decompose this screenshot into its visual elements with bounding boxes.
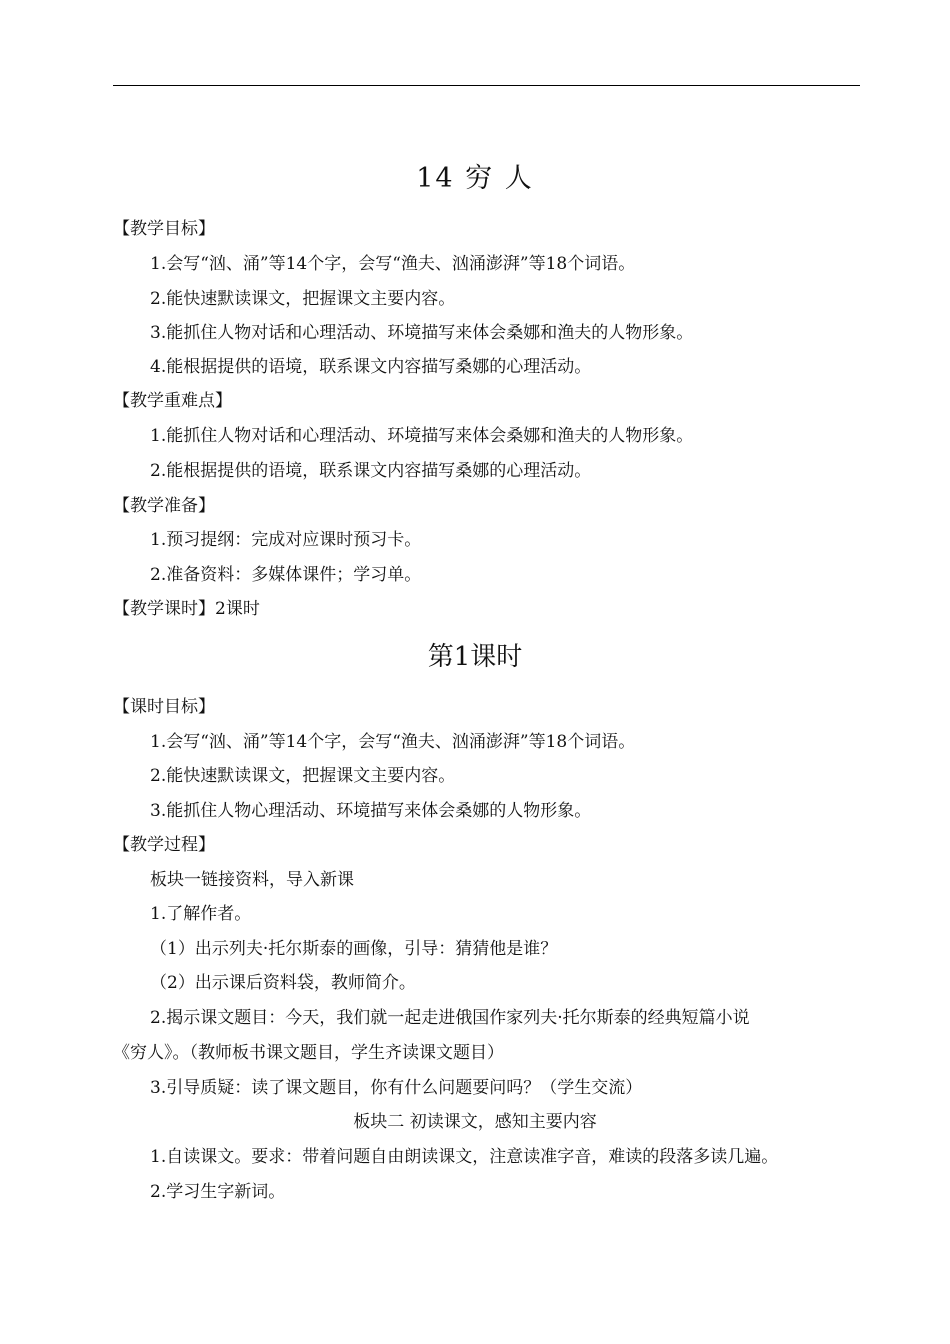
- lesson-objective-item: 3.能抓住人物心理活动、环境描写来体会桑娜的人物形象。: [150, 801, 592, 821]
- lesson-objectives-heading: 【课时目标】: [113, 697, 215, 717]
- prep-item: 1.预习提纲：完成对应课时预习卡。: [150, 530, 422, 550]
- objective-item: 2.能快速默读课文，把握课文主要内容。: [150, 289, 456, 309]
- prep-heading: 【教学准备】: [113, 496, 215, 516]
- lesson-title: 14 穷 人: [416, 163, 534, 194]
- block-two-heading: 板块二 初读课文，感知主要内容: [353, 1112, 597, 1132]
- lesson-objective-item: 2.能快速默读课文，把握课文主要内容。: [150, 766, 456, 786]
- process-substep: （2）出示课后资料袋，教师简介。: [150, 973, 416, 993]
- process-step: 3.引导质疑：读了课文题目，你有什么问题要问吗？（学生交流）: [150, 1078, 643, 1098]
- process-step: 2.揭示课文题目：今天，我们就一起走进俄国作家列夫·托尔斯泰的经典短篇小说: [150, 1008, 750, 1028]
- objective-item: 3.能抓住人物对话和心理活动、环境描写来体会桑娜和渔夫的人物形象。: [150, 323, 694, 343]
- header-rule: [113, 85, 860, 86]
- process-substep: （1）出示列夫·托尔斯泰的画像，引导：猜猜他是谁？: [150, 939, 558, 959]
- prep-item: 2.准备资料：多媒体课件；学习单。: [150, 565, 422, 585]
- process-step: 1.了解作者。: [150, 904, 252, 924]
- process-step-continuation: 《穷人》。（教师板书课文题目，学生齐读课文题目）: [113, 1043, 504, 1063]
- keypoints-heading: 【教学重难点】: [113, 391, 232, 411]
- keypoint-item: 1.能抓住人物对话和心理活动、环境描写来体会桑娜和渔夫的人物形象。: [150, 426, 694, 446]
- objective-item: 1.会写“汹、涌”等14个字，会写“渔夫、汹涌澎湃”等18个词语。: [150, 254, 636, 274]
- lesson-1-title: 第1课时: [427, 642, 523, 672]
- objective-item: 4.能根据提供的语境，联系课文内容描写桑娜的心理活动。: [150, 357, 592, 377]
- process-step: 1.自读课文。要求：带着问题自由朗读课文，注意读准字音，难读的段落多读几遍。: [150, 1147, 779, 1167]
- class-hours: 【教学课时】2课时: [113, 599, 260, 619]
- keypoint-item: 2.能根据提供的语境，联系课文内容描写桑娜的心理活动。: [150, 461, 592, 481]
- process-heading: 【教学过程】: [113, 835, 215, 855]
- lesson-objective-item: 1.会写“汹、涌”等14个字，会写“渔夫、汹涌澎湃”等18个词语。: [150, 732, 636, 752]
- objectives-heading: 【教学目标】: [113, 219, 215, 239]
- process-step: 2.学习生字新词。: [150, 1182, 286, 1202]
- block-one-heading: 板块一链接资料，导入新课: [150, 870, 354, 890]
